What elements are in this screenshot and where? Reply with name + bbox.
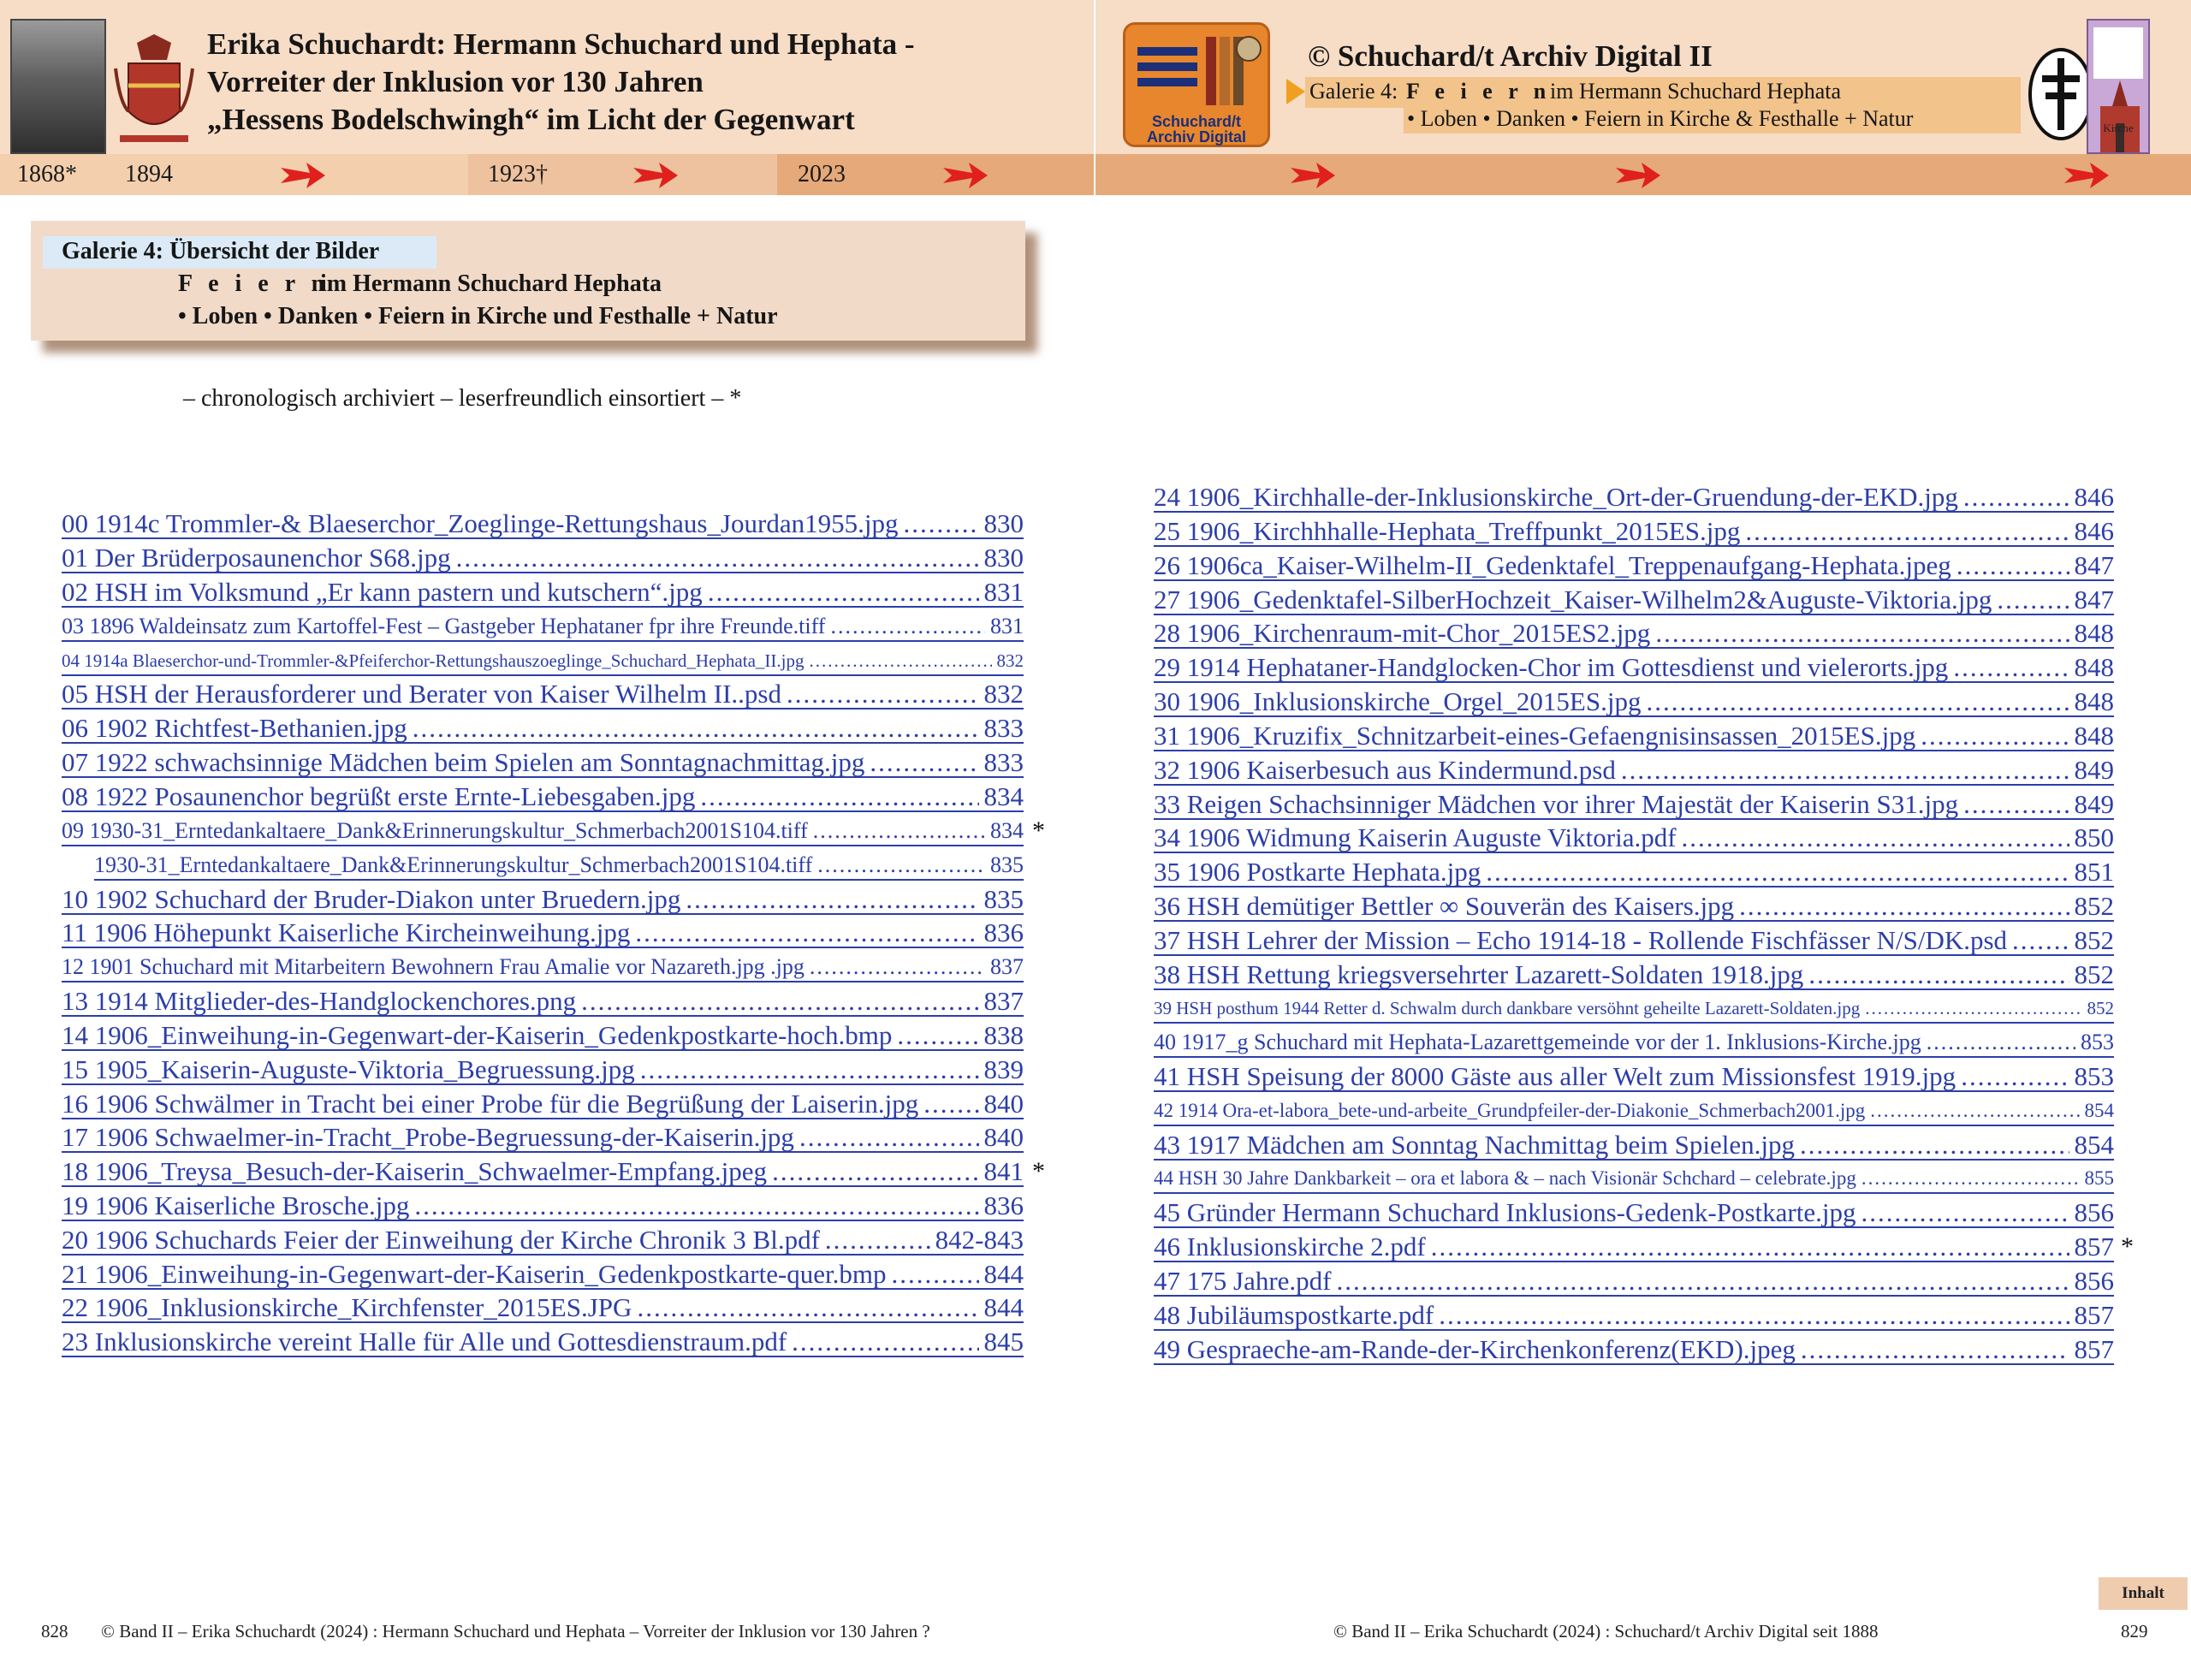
gallery-entry-link[interactable] <box>1154 618 2114 649</box>
gallery-entry-link[interactable] <box>1154 959 2114 990</box>
gallery-entry-link[interactable] <box>1154 1232 2114 1262</box>
entry-title: 17 1906 Schwaelmer-in-Tracht_Probe-Begruessung-der-Kaiserin.jpg <box>62 1122 794 1152</box>
dot-leader <box>414 1190 978 1221</box>
dot-leader <box>1953 652 2069 683</box>
gallery-entry-link[interactable] <box>1154 755 2114 786</box>
entry-title: 06 1902 Richtfest-Bethanien.jpg <box>62 713 407 743</box>
entry-page: 836 <box>983 1190 1024 1220</box>
gallery-entry-link[interactable] <box>1154 1061 2114 1092</box>
archive-logo[interactable] <box>1123 22 1270 147</box>
book-cover-label-area <box>2093 27 2143 79</box>
dot-leader <box>686 884 978 915</box>
entry-title: 45 Gründer Hermann Schuchard Inklusions-Gedenk-Postkarte.jpg <box>1154 1197 1856 1227</box>
entry-page: 833 <box>983 747 1024 777</box>
dot-leader <box>813 816 985 846</box>
dot-leader <box>1808 959 2069 990</box>
inhalt-button[interactable]: Inhalt <box>2099 1577 2188 1610</box>
gallery-entry-link[interactable] <box>62 952 1024 982</box>
entry-page: 848 <box>2074 652 2114 682</box>
gallery-entry-link[interactable] <box>1154 550 2114 581</box>
entry-title: 34 1906 Widmung Kaiserin Auguste Viktoria.pdf <box>1154 822 1677 852</box>
entry-title: 28 1906_Kirchenraum-mit-Chor_2015ES2.jpg <box>1154 618 1651 648</box>
entry-title: 14 1906_Einweihung-in-Gegenwart-der-Kaiserin_Gedenkpostkarte-hoch.bmp <box>62 1020 893 1050</box>
gallery-entry-link[interactable] <box>1154 993 2114 1024</box>
footer-left-text: © Band II – Erika Schuchardt (2024) : Hermann Schuchard und Hephata – Vorreiter der Inklusion vor 130 Jahren ? <box>101 1621 930 1641</box>
entry-page: 852 <box>2074 891 2114 921</box>
gallery-overview-title: Galerie 4: Übersicht der Bilder <box>62 238 380 264</box>
gallery-entry-link[interactable] <box>62 1190 1024 1221</box>
dot-leader <box>1963 482 2069 513</box>
gallery-entry-link[interactable] <box>62 747 1024 778</box>
timeline-year-death: 1923† <box>488 161 548 187</box>
archive-title: © Schuchard/t Archiv Digital II <box>1308 39 1713 73</box>
entry-title: 22 1906_Inklusionskirche_Kirchfenster_2015ES.JPG <box>62 1292 632 1322</box>
dot-leader <box>787 679 979 709</box>
entry-title: 12 1901 Schuchard mit Mitarbeitern Bewohnern Frau Amalie vor Nazareth.jpg .jpg <box>62 954 805 979</box>
gallery-entry-link[interactable] <box>1154 891 2114 922</box>
entry-page: 836 <box>983 917 1024 947</box>
asterisk-marker: * <box>1032 816 1045 845</box>
entry-title: 20 1906 Schuchards Feier der Einweihung der Kirche Chronik 3 Bl.pdf <box>62 1225 820 1255</box>
dot-leader <box>817 850 985 881</box>
entry-page: 852 <box>2087 998 2114 1018</box>
gallery-entry-link[interactable] <box>62 508 1024 539</box>
dot-leader <box>923 1089 978 1119</box>
entry-title: 18 1906_Treysa_Besuch-der-Kaiserin_Schwaelmer-Empfang.jpeg <box>62 1156 768 1186</box>
gallery-entry-link[interactable] <box>1154 1095 2114 1126</box>
entry-title: 19 1906 Kaiserliche Brosche.jpg <box>62 1190 410 1220</box>
entry-page: 853 <box>2074 1061 2114 1091</box>
logo-text-line-2: Archiv Digital <box>1146 128 1247 145</box>
entry-title: 21 1906_Einweihung-in-Gegenwart-der-Kaiserin_Gedenkpostkarte-quer.bmp <box>62 1259 887 1289</box>
dot-leader <box>635 917 978 948</box>
entry-title: 15 1905_Kaiserin-Auguste-Viktoria_Begruessung.jpg <box>62 1054 635 1084</box>
dot-leader <box>1336 1266 2069 1297</box>
gallery-entry-link[interactable] <box>62 917 1024 948</box>
entry-title: 03 1896 Waldeinsatz zum Kartoffel-Fest – Gastgeber Hephataner fpr ihre Freunde.tiff <box>62 614 826 638</box>
dot-leader <box>1801 1334 2069 1365</box>
gallery-entry-link[interactable] <box>62 1054 1024 1085</box>
entry-title: 37 HSH Lehrer der Mission – Echo 1914-18 - Rollende Fischfässer N/S/DK.psd <box>1154 925 2008 955</box>
gallery-entry-link[interactable] <box>62 1225 1024 1256</box>
dot-leader <box>772 1156 978 1187</box>
dot-leader <box>637 1292 978 1323</box>
dot-leader <box>810 952 985 982</box>
entry-page: 852 <box>2074 925 2114 955</box>
entry-title: 40 1917_g Schuchard mit Hephata-Lazarettgemeinde vor der 1. Inklusions-Kirche.jpg <box>1154 1030 1921 1054</box>
gallery-entry-link[interactable] <box>1154 1197 2114 1228</box>
dot-leader <box>456 543 979 573</box>
entry-title: 46 Inklusionskirche 2.pdf <box>1154 1232 1426 1261</box>
header-title-line-3: „Hessens Bodelschwingh“ im Licht der Gegenwart <box>207 103 855 136</box>
book-cover-word: Kirche <box>2103 122 2134 134</box>
page-header <box>0 0 2191 195</box>
entry-page: 854 <box>2074 1130 2114 1160</box>
entry-title: 05 HSH der Herausforderer und Berater von Kaiser Wilhelm II..psd <box>62 679 781 709</box>
gallery-entry-link[interactable] <box>62 1156 1024 1187</box>
entry-title: 04 1914a Blaeserchor-und-Trommler-&Pfeiferchor-Rettungshauszoeglinge_Schuchard_Hephata_II.jpg <box>62 650 805 671</box>
header-title-line-2: Vorreiter der Inklusion vor 130 Jahren <box>207 65 704 98</box>
entry-page: 857 <box>2074 1334 2114 1364</box>
entry-title: 38 HSH Rettung kriegsversehrter Lazarett-Soldaten 1918.jpg <box>1154 959 1804 989</box>
gallery-entry-link[interactable] <box>62 1327 1024 1357</box>
gallery-entry-link[interactable] <box>62 543 1024 573</box>
portrait-photo <box>10 19 106 154</box>
entry-page: 857 <box>2074 1300 2114 1330</box>
dot-leader <box>1861 1197 2069 1228</box>
gallery-entry-link[interactable] <box>62 1292 1024 1323</box>
gallery-entry-link[interactable] <box>62 679 1024 709</box>
entry-title: 42 1914 Ora-et-labora_bete-und-arbeite_Grundpfeiler-der-Diakonie_Schmerbach2001.jpg <box>1154 1100 1866 1121</box>
dot-leader <box>1439 1300 2069 1331</box>
asterisk-marker: * <box>2121 1232 2134 1261</box>
gallery-entry-link[interactable] <box>1154 482 2114 513</box>
entry-page: 846 <box>2074 482 2114 512</box>
entry-page: 832 <box>983 679 1024 709</box>
entry-page: 839 <box>983 1054 1024 1084</box>
gallery-entry-link[interactable] <box>1154 925 2114 956</box>
orange-pointer-icon <box>1286 79 1305 104</box>
entry-title: 41 HSH Speisung der 8000 Gäste aus aller Welt zum Missionsfest 1919.jpg <box>1154 1061 1956 1091</box>
dot-leader <box>1956 550 2069 581</box>
dot-leader <box>825 1225 930 1256</box>
entry-title: 16 1906 Schwälmer in Tracht bei einer Probe für die Begrüßung der Laiserin.jpg <box>62 1089 919 1119</box>
dot-leader <box>1621 755 2069 786</box>
entry-title: 31 1906_Kruzifix_Schnitzarbeit-eines-Gefaengnisinsassen_2015ES.jpg <box>1154 721 1916 751</box>
entry-title: 35 1906 Postkarte Hephata.jpg <box>1154 857 1481 887</box>
dot-leader <box>792 1327 978 1357</box>
entry-page: 849 <box>2074 789 2114 819</box>
gallery-entry-link[interactable] <box>1154 1266 2114 1297</box>
entry-title: 1930-31_Erntedankaltaere_Dank&Erinnerungskultur_Schmerbach2001S104.tiff <box>94 852 813 877</box>
entry-page: 830 <box>983 543 1024 573</box>
gallery-entry-link[interactable] <box>62 884 1024 915</box>
entry-title: 47 175 Jahre.pdf <box>1154 1266 1332 1296</box>
entry-page: 853 <box>2081 1030 2114 1054</box>
entry-title: 30 1906_Inklusionskirche_Orgel_2015ES.jpg <box>1154 686 1642 716</box>
dot-leader <box>1646 686 2069 717</box>
entry-page: 841 <box>983 1156 1024 1186</box>
dot-leader <box>1961 1061 2069 1092</box>
page-number-left: 828 <box>41 1621 68 1641</box>
gallery-entry-link[interactable] <box>1154 1130 2114 1161</box>
dot-leader <box>1927 1027 2075 1058</box>
entry-page: 830 <box>983 508 1024 538</box>
entry-page: 834 <box>983 781 1024 811</box>
gallery-banner-rest: im Hermann Schuchard Hephata <box>1550 79 1842 104</box>
footer-right-text: © Band II – Erika Schuchardt (2024) : Schuchard/t Archiv Digital seit 1888 <box>1333 1621 1879 1641</box>
entry-title: 29 1914 Hephataner-Handglocken-Chor im Gottesdienst und vielerorts.jpg <box>1154 652 1949 682</box>
dot-leader <box>700 781 978 812</box>
entry-page: 833 <box>983 713 1024 743</box>
dot-leader <box>1963 789 2069 820</box>
logo-text-line-1: Schuchard/t <box>1151 113 1242 130</box>
gallery-entry-link[interactable] <box>1154 721 2114 751</box>
gallery-entry-link[interactable] <box>1154 1163 2114 1194</box>
dot-leader <box>1921 721 2069 751</box>
entry-page: 832 <box>996 650 1024 671</box>
dot-leader <box>830 611 985 642</box>
entry-title: 08 1922 Posaunenchor begrüßt erste Ernte-Liebesgaben.jpg <box>62 781 696 811</box>
gallery-entry-link[interactable] <box>62 1089 1024 1119</box>
dot-leader <box>1870 1095 2079 1126</box>
entry-page: 852 <box>2074 959 2114 989</box>
entry-page: 837 <box>983 986 1024 1016</box>
entry-title: 33 Reigen Schachsinniger Mädchen vor ihrer Majestät der Kaiserin S31.jpg <box>1154 789 1959 819</box>
entry-page: 857 <box>2074 1232 2114 1261</box>
dot-leader <box>413 713 979 744</box>
entry-page: 848 <box>2074 618 2114 648</box>
gallery-entry-link[interactable] <box>62 713 1024 744</box>
entry-page: 847 <box>2074 550 2114 580</box>
dot-leader <box>581 986 978 1017</box>
gallery-banner-subline: • Loben • Danken • Feiern in Kirche & Festhalle + Natur <box>1407 106 1914 131</box>
entry-title: 32 1906 Kaiserbesuch aus Kindermund.psd <box>1154 755 1616 785</box>
entry-page: 849 <box>2074 755 2114 785</box>
entry-page: 842-843 <box>935 1225 1024 1255</box>
gallery-overview-feiern: F e i e r n <box>178 270 330 297</box>
gallery-entry-link[interactable] <box>1154 857 2114 887</box>
entry-page: 837 <box>990 954 1024 979</box>
gallery-entry-link[interactable] <box>1154 686 2114 717</box>
entry-title: 43 1917 Mädchen am Sonntag Nachmittag beim Spielen.jpg <box>1154 1130 1796 1160</box>
gallery-overview-line3: • Loben • Danken • Feiern in Kirche und Festhalle + Natur <box>178 303 778 329</box>
dot-leader <box>708 577 979 608</box>
entry-title: 48 Jubiläumspostkarte.pdf <box>1154 1300 1434 1330</box>
entry-page: 844 <box>983 1259 1024 1289</box>
church-building-icon <box>2093 80 2146 152</box>
red-arrow-icon <box>1616 163 1660 188</box>
gallery-entry-link[interactable] <box>94 850 1024 881</box>
dot-leader <box>1865 993 2081 1024</box>
dot-leader <box>1486 857 2069 887</box>
dot-leader <box>892 1259 979 1290</box>
entry-page: 848 <box>2074 686 2114 716</box>
entry-title: 13 1914 Mitglieder-des-Handglockenchores.png <box>62 986 577 1016</box>
archive-subtitle: – chronologisch archiviert – leserfreundlich einsortiert – * <box>183 385 742 412</box>
family-crest-icon <box>111 34 197 154</box>
red-arrow-icon <box>633 163 678 188</box>
gallery-entry-link[interactable] <box>62 1122 1024 1153</box>
gallery-entry-link[interactable] <box>62 577 1024 608</box>
gallery-entry-link[interactable] <box>1154 1027 2114 1058</box>
gallery-overview-line2: im Hermann Schuchard Hephata <box>320 270 662 297</box>
entry-page: 854 <box>2084 1100 2114 1121</box>
entry-page: 856 <box>2074 1266 2114 1296</box>
gallery-entry-link[interactable] <box>62 781 1024 812</box>
asterisk-marker: * <box>1032 1157 1045 1185</box>
gallery-entry-link[interactable] <box>62 611 1024 642</box>
entry-page: 840 <box>983 1122 1024 1152</box>
entry-title: 49 Gespraeche-am-Rande-der-Kirchenkonferenz(EKD).jpeg <box>1154 1334 1796 1364</box>
gallery-entry-link[interactable] <box>1154 652 2114 683</box>
gallery-banner-feiern: F e i e r n <box>1406 79 1552 104</box>
dot-leader <box>897 1020 978 1051</box>
entry-title: 00 1914c Trommler-& Blaeserchor_Zoeglinge-Rettungshaus_Jourdan1955.jpg <box>62 508 899 538</box>
entry-title: 39 HSH posthum 1944 Retter d. Schwalm durch dankbare versöhnt geheilte Lazarett-Soldaten.jpg <box>1154 998 1861 1018</box>
gallery-entry-link[interactable] <box>1154 789 2114 820</box>
gallery-entry-link[interactable] <box>1154 585 2114 615</box>
entry-page: 847 <box>2074 585 2114 614</box>
timeline-year-1894: 1894 <box>125 161 173 187</box>
gallery-banner-label: Galerie 4: <box>1309 79 1398 104</box>
red-arrow-icon <box>281 163 325 188</box>
page-number-right: 829 <box>2121 1621 2148 1641</box>
dot-leader <box>870 747 978 778</box>
entry-title: 25 1906_Kirchhhalle-Hephata_Treffpunkt_2015ES.jpg <box>1154 516 1741 546</box>
entry-page: 838 <box>983 1020 1024 1050</box>
gallery-entry-link[interactable] <box>1154 1334 2114 1365</box>
entry-page: 831 <box>990 614 1024 638</box>
dot-leader <box>903 508 978 539</box>
gallery-entry-link[interactable] <box>62 986 1024 1017</box>
entry-title: 23 Inklusionskirche vereint Halle für Alle und Gottesdienstraum.pdf <box>62 1327 787 1356</box>
entry-title: 10 1902 Schuchard der Bruder-Diakon unter Bruedern.jpg <box>62 884 681 914</box>
dot-leader <box>2012 925 2069 956</box>
entry-page: 834 <box>990 818 1024 843</box>
archive-books-icon <box>1134 32 1262 114</box>
entry-page: 845 <box>983 1327 1024 1356</box>
dot-leader <box>809 645 991 676</box>
entry-title: 11 1906 Höhepunkt Kaiserliche Kircheinweihung.jpg <box>62 917 631 947</box>
entry-title: 36 HSH demütiger Bettler ∞ Souverän des Kaisers.jpg <box>1154 891 1735 921</box>
gallery-entry-link[interactable] <box>62 645 1024 676</box>
gallery-entry-link[interactable] <box>1154 516 2114 547</box>
diakonie-cross-icon <box>2027 46 2095 142</box>
entry-title: 24 1906_Kirchhalle-der-Inklusionskirche_Ort-der-Gruendung-der-EKD.jpg <box>1154 482 1958 512</box>
entry-page: 831 <box>983 577 1024 607</box>
red-arrow-icon <box>2064 163 2109 188</box>
entry-page: 848 <box>2074 721 2114 751</box>
entry-title: 01 Der Brüderposaunenchor S68.jpg <box>62 543 451 573</box>
entry-title: 26 1906ca_Kaiser-Wilhelm-II_Gedenktafel_Treppenaufgang-Hephata.jpeg <box>1154 550 1951 580</box>
gallery-entry-link[interactable] <box>1154 1300 2114 1331</box>
entry-page: 840 <box>983 1089 1024 1119</box>
entry-page: 835 <box>990 852 1024 877</box>
dot-leader <box>1431 1232 2069 1262</box>
dot-leader <box>1861 1163 2080 1194</box>
entry-page: 851 <box>2074 857 2114 887</box>
header-title <box>207 26 915 139</box>
entry-page: 855 <box>2084 1167 2114 1189</box>
dot-leader <box>1739 891 2069 922</box>
dot-leader <box>1655 618 2069 649</box>
dot-leader <box>1997 585 2069 615</box>
gallery-entry-link[interactable] <box>62 1259 1024 1290</box>
dot-leader <box>1682 822 2069 853</box>
book-cover-thumbnail[interactable] <box>2087 19 2150 154</box>
dot-leader <box>799 1122 979 1153</box>
entry-page: 844 <box>983 1292 1024 1322</box>
dot-leader <box>1800 1130 2069 1161</box>
red-arrow-icon <box>943 163 988 188</box>
header-title-line-1: Erika Schuchardt: Hermann Schuchard und Hephata - <box>207 27 915 61</box>
red-arrow-icon <box>1291 163 1335 188</box>
gallery-overview-box <box>31 221 1025 341</box>
entry-title: 07 1922 schwachsinnige Mädchen beim Spielen am Sonntagnachmittag.jpg <box>62 747 865 777</box>
timeline-year-birth: 1868* <box>17 161 77 187</box>
gallery-entry-link[interactable] <box>1154 822 2114 853</box>
gallery-banner-line-1 <box>1305 77 2021 108</box>
entry-title: 27 1906_Gedenktafel-SilberHochzeit_Kaiser-Wilhelm2&Auguste-Viktoria.jpg <box>1154 585 1992 614</box>
gallery-entry-link[interactable] <box>62 1020 1024 1051</box>
entry-title: 09 1930-31_Erntedankaltaere_Dank&Erinnerungskultur_Schmerbach2001S104.tiff <box>62 818 808 843</box>
dot-leader <box>640 1054 979 1085</box>
gallery-entry-link[interactable] <box>62 816 1024 846</box>
entry-page: 856 <box>2074 1197 2114 1227</box>
entry-title: 02 HSH im Volksmund „Er kann pastern und kutschern“.jpg <box>62 577 703 607</box>
entry-title: 44 HSH 30 Jahre Dankbarkeit – ora et labora & – nach Visionär Schchard – celebrate.jpg <box>1154 1167 1856 1189</box>
timeline-year-2023: 2023 <box>798 161 846 187</box>
gallery-banner-line-2 <box>1404 106 2021 134</box>
dot-leader <box>1745 516 2069 547</box>
entry-page: 846 <box>2074 516 2114 546</box>
entry-page: 850 <box>2074 822 2114 852</box>
entry-page: 835 <box>983 884 1024 914</box>
